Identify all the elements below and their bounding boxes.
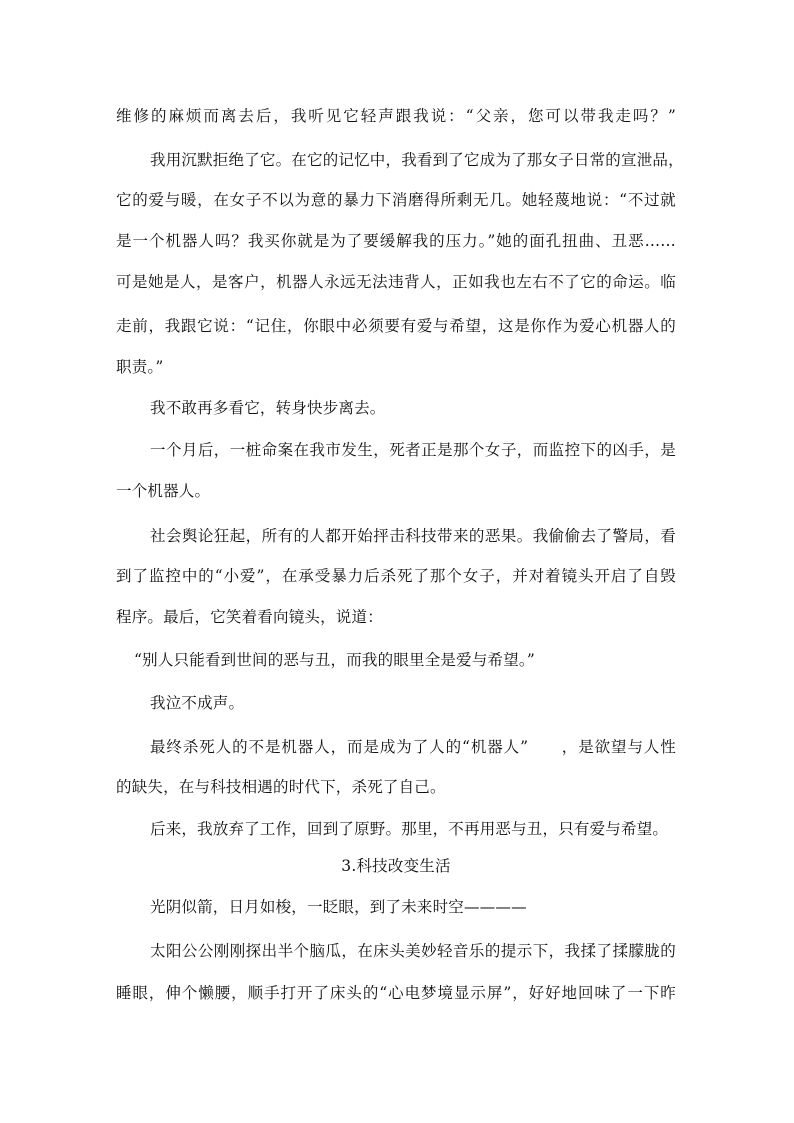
quote-line: “别人只能看到世间的恶与丑，而我的眼里全是爱与希望。” (134, 651, 535, 669)
text-line: 它的爱与暖，在女子不以为意的暴力下消磨得所剩无几。她轻蔑地说：“不过就 (116, 191, 676, 209)
paragraph-line: 我不敢再多看它，转身快步离去。 (150, 399, 386, 417)
paragraph-end-line: 一个机器人。 (116, 482, 211, 500)
text-line: 可是她是人，是客户，机器人永远无法违背人，正如我也左右不了它的命运。临 (116, 273, 676, 291)
paragraph-line: 光阴似箭，日月如梭，一眨眼，到了未来时空———— (150, 898, 527, 916)
paragraph-line: 后来，我放弃了工作，回到了原野。那里，不再用恶与丑，只有爱与希望。 (150, 820, 669, 838)
paragraph-start-line: 最终杀死人的不是机器人，而是成为了人的“机器人” ，是欲望与人性 (150, 738, 676, 756)
paragraph-end-line: 职责。” (116, 358, 164, 376)
text-line: 走前，我跟它说：“记住，你眼中必须要有爱与希望，这是你作为爱心机器人的 (116, 317, 676, 335)
paragraph-end-line: 程序。最后，它笑着看向镜头，说道： (116, 608, 383, 626)
paragraph-start-line: 社会舆论狂起，所有的人都开始抨击科技带来的恶果。我偷偷去了警局，看 (150, 527, 676, 545)
text-line: 是一个机器人吗？我买你就是为了要缓解我的压力。”她的面孔扭曲、丑恶…… (116, 232, 676, 250)
text-line: 到了监控中的“小爱”，在承受暴力后杀死了那个女子，并对着镜头开启了自毁 (116, 567, 676, 585)
text-line: 维修的麻烦而离去后，我听见它轻声跟我说：“父亲，您可以带我走吗？” (116, 107, 676, 125)
paragraph-end-line: 的缺失，在与科技相遇的时代下，杀死了自己。 (116, 778, 446, 796)
paragraph-line: 我泣不成声。 (150, 694, 245, 712)
paragraph-start-line: 太阳公公刚刚探出半个脑瓜，在床头美妙轻音乐的提示下，我揉了揉朦胧的 (150, 942, 676, 960)
paragraph-start-line: 我用沉默拒绝了它。在它的记忆中，我看到了它成为了那女子日常的宣泄品， (150, 151, 684, 169)
text-line: 睡眼，伸个懒腰，顺手打开了床头的“心电梦境显示屏”，好好地回味了一下昨 (116, 984, 676, 1002)
paragraph-start-line: 一个月后，一桩命案在我市发生，死者正是那个女子，而监控下的凶手，是 (150, 441, 676, 459)
section-heading: 3.科技改变生活 (341, 857, 451, 875)
